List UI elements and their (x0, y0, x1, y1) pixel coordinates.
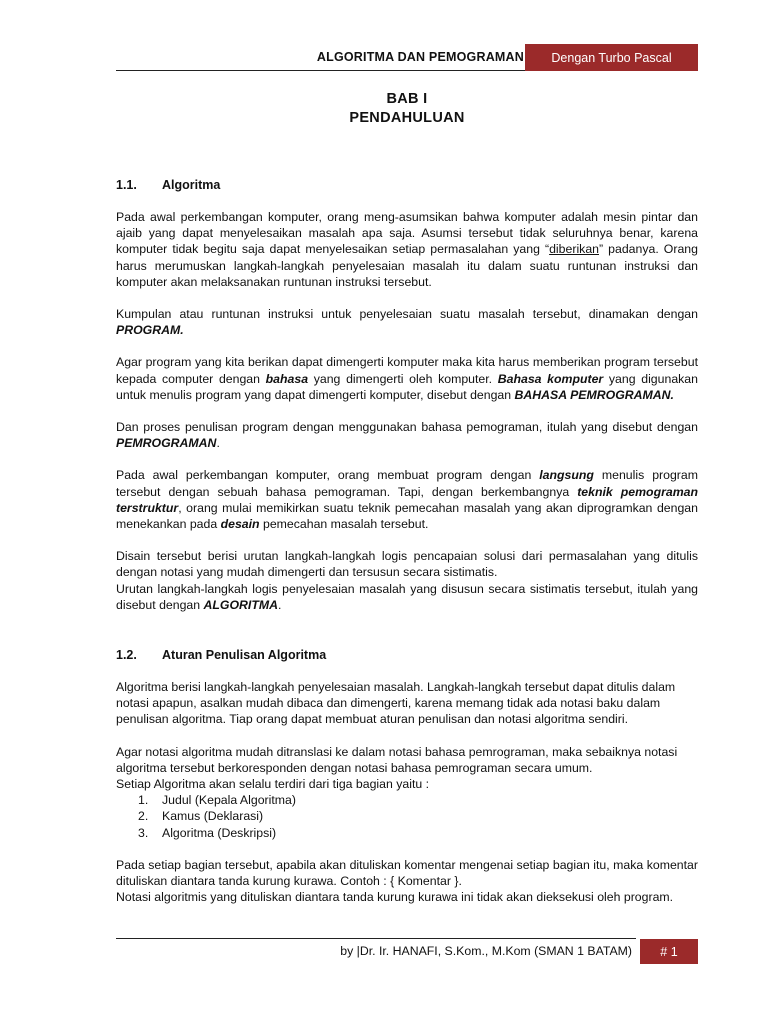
section-title: Algoritma (162, 178, 221, 192)
paragraph (116, 581, 698, 613)
chapter-heading (116, 90, 698, 128)
section-heading (116, 647, 698, 663)
list-item-number: 2. (138, 809, 149, 824)
page-footer (116, 938, 698, 964)
text-run: pemecahan masalah tersebut. (259, 517, 429, 532)
numbered-list (116, 792, 698, 841)
paragraph (116, 467, 698, 532)
document-body (116, 177, 698, 906)
section-title: Aturan Penulisan Algoritma (162, 648, 327, 663)
paragraph (116, 744, 698, 776)
text-run: yang dimengerti oleh komputer. (308, 371, 498, 386)
text-run: Notasi algoritmis yang dituliskan diantara tanda kurung kurawa ini tidak akan dieksekusi oleh program. (116, 890, 674, 905)
text-run: Urutan langkah-langkah logis penyelesaian masalah yang disusun secara sistimatis tersebut, itulah yang disebut dengan (116, 581, 698, 612)
paragraph (116, 889, 698, 905)
list-item (138, 792, 698, 808)
section-gap (116, 629, 698, 647)
emphasis-text: PEMROGRAMAN (116, 436, 217, 451)
text-run: Pada awal perkembangan komputer, orang meng-asumsikan bahwa komputer adalah mesin pintar dan ajaib yang dapat menyelesaikan masalah apa saja. Asumsi tersebut tidak seluruhnya benar, karena komputer tidak begitu saja dapat menyelesaikan setiap permasalahan yang “ (116, 210, 698, 257)
paragraph (116, 306, 698, 338)
text-run: ” padanya. Orang harus merumuskan langkah-langkah penyelesaian masalah itu dalam suatu runtunan instruksi dan komputer akan melaksanakan runtunan instruksi tersebut. (116, 242, 698, 289)
emphasis-text: teknik pemograman terstruktur (116, 484, 698, 515)
text-run: Agar program yang kita berikan dapat dimengerti komputer maka kita harus memberikan program tersebut kepada computer dengan (116, 355, 698, 386)
paragraph (116, 776, 698, 792)
section-number: 1.2. (116, 648, 137, 663)
list-item (138, 808, 698, 824)
emphasis-text: BAHASA PEMROGRAMAN. (514, 387, 674, 402)
paragraph (116, 857, 698, 889)
paragraph (116, 354, 698, 403)
paragraph (116, 209, 698, 290)
text-run: . (216, 436, 220, 451)
heading-gap (116, 193, 698, 209)
emphasis-text: langsung (539, 468, 594, 483)
emphasis-text: ALGORITMA (203, 597, 278, 612)
list-item-text: Algoritma (Deskripsi) (162, 825, 277, 840)
list-item (138, 825, 698, 841)
text-run: . (278, 597, 282, 612)
text-run: Disain tersebut berisi urutan langkah-langkah logis pencapaian solusi dari permasalahan yang ditulis dengan notasi yang mudah dimengerti dan tersusun secara sistimatis. (116, 549, 698, 580)
underlined-text: diberikan (549, 242, 599, 257)
list-item-number: 3. (138, 825, 149, 840)
header-subtitle-tab: Dengan Turbo Pascal (525, 44, 698, 71)
text-run: Agar notasi algoritma mudah ditranslasi ke dalam notasi bahasa pemrograman, maka sebaiknya notasi algoritma tersebut berkoresponden dengan notasi bahasa pemrograman secara umum. (116, 744, 678, 775)
footer-author: by |Dr. Ir. HANAFI, S.Kom., M.Kom (SMAN 1 BATAM) (340, 944, 632, 958)
text-run: Algoritma berisi langkah-langkah penyelesaian masalah. Langkah-langkah tersebut dapat ditulis dalam notasi apapun, asalkan mudah dibaca dan dimengerti, karena memang tidak ada notasi baku dalam penulisan algoritma. Tiap orang dapat membuat aturan penulisan dan notasi algoritma sendiri. (116, 680, 676, 727)
chapter-number: BAB I (386, 91, 428, 107)
emphasis-text: Bahasa komputer (497, 371, 604, 386)
text-run: yang digunakan untuk menulis program yang dapat dimengerti komputer, disebut dengan (116, 371, 698, 402)
text-run: Kumpulan atau runtunan instruksi untuk penyelesaian suatu masalah tersebut, dinamakan dengan (116, 307, 698, 322)
chapter-title: PENDAHULUAN (349, 110, 465, 126)
emphasis-text: PROGRAM. (116, 323, 184, 338)
section-heading (116, 177, 698, 193)
paragraph (116, 419, 698, 451)
text-run: , orang mulai memikirkan suatu teknik pemecahan masalah yang akan diprogramkan dengan menekankan pada (116, 500, 698, 532)
paragraph (116, 548, 698, 580)
text-run: Setiap Algoritma akan selalu terdiri dari tiga bagian yaitu : (116, 777, 430, 792)
list-item-text: Kamus (Deklarasi) (162, 809, 264, 824)
page-number-badge: # 1 (640, 939, 698, 964)
header-title: ALGORITMA DAN PEMOGRAMAN (316, 50, 524, 64)
section-number: 1.1. (116, 178, 137, 192)
footer-rule (116, 938, 636, 939)
emphasis-text: desain (220, 517, 260, 532)
text-run: Pada setiap bagian tersebut, apabila akan dituliskan komentar mengenai setiap bagian itu, maka komentar dituliskan diantara tanda kurung kurawa. Contoh : { Komentar }. (116, 857, 698, 889)
page-header (116, 44, 698, 71)
emphasis-text: bahasa (265, 371, 309, 386)
list-item-number: 1. (138, 793, 149, 808)
header-rule (116, 70, 525, 71)
paragraph (116, 679, 698, 728)
list-item-text: Judul (Kepala Algoritma) (162, 793, 296, 808)
text-run: Pada awal perkembangan komputer, orang membuat program dengan (116, 468, 540, 483)
text-run: Dan proses penulisan program dengan menggunakan bahasa pemograman, itulah yang disebut dengan (116, 420, 698, 435)
heading-gap (116, 663, 698, 679)
text-run: menulis program tersebut dengan sebuah bahasa pemograman. Tapi, dengan berkembangnya (116, 468, 698, 499)
